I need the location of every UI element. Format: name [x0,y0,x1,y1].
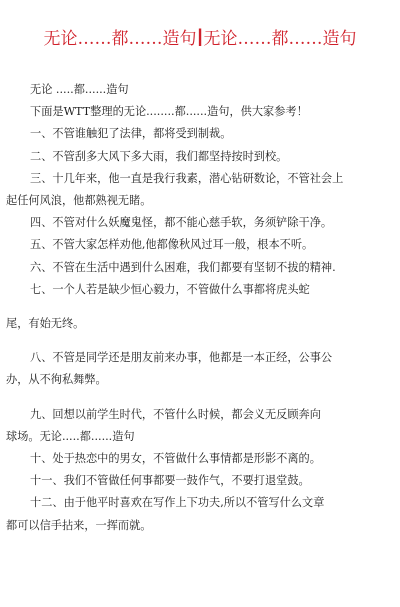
title-separator: I [196,24,204,52]
intro-line: 下面是WTT整理的无论........都......造句，供大家参考！ [30,105,308,119]
sentence-3-line-1: 三、十几年来，他一直是我行我素，潜心钻研数论，不管社会上 [30,171,344,185]
sentence-2: 二、不管刮多大风下多大雨，我们都坚持按时到校。 [30,149,288,163]
sentence-9-line-2: 球场。无论.....都......造句 [6,429,135,443]
document-body [6,79,394,537]
heading-line: 无论 .....都......造句 [30,83,129,96]
page-title [0,24,400,52]
title-part-2: 无论……都……造句 [203,29,357,49]
sentence-4: 四、不管对什么妖魔鬼怪，都不能心慈手软，务须铲除干净。 [30,216,333,230]
sentence-7-line-2: 尾，有始无终。 [6,317,85,331]
title-part-1: 无论……都……造句 [43,29,197,49]
sentence-10: 十、处于热恋中的男女，不管做什么事情都是形影不离的。 [30,452,321,466]
sentence-7-line-1: 七、一个人若是缺少恒心毅力，不管做什么事都将虎头蛇 [30,282,310,296]
sentence-8-line-2: 办，从不徇私舞弊。 [6,373,107,387]
sentence-9-line-1: 九、回想以前学生时代，不管什么时候，都会义无反顾奔向 [30,407,321,421]
sentence-3-line-2: 起任何风浪，他都熟视无睹。 [6,194,152,208]
sentence-1: 一、不管谁触犯了法律，都将受到制裁。 [30,127,232,141]
sentence-6: 六、不管在生活中遇到什么困难，我们都要有坚韧不拔的精神. [30,260,336,274]
sentence-8-line-1: 八、不管是同学还是朋友前来办事，他都是一本正经，公事公 [30,351,333,365]
sentence-11: 十一、我们不管做任何事都要一鼓作气，不要打退堂鼓。 [30,474,310,488]
sentence-5: 五、不管大家怎样劝他,他都像秋风过耳一般，根本不听。 [30,238,314,252]
sentence-12-line-1: 十二、由于他平时喜欢在写作上下功夫,所以不管写什么文章 [30,496,325,510]
sentence-12-line-2: 都可以信手拈来，一挥而就。 [6,518,152,532]
